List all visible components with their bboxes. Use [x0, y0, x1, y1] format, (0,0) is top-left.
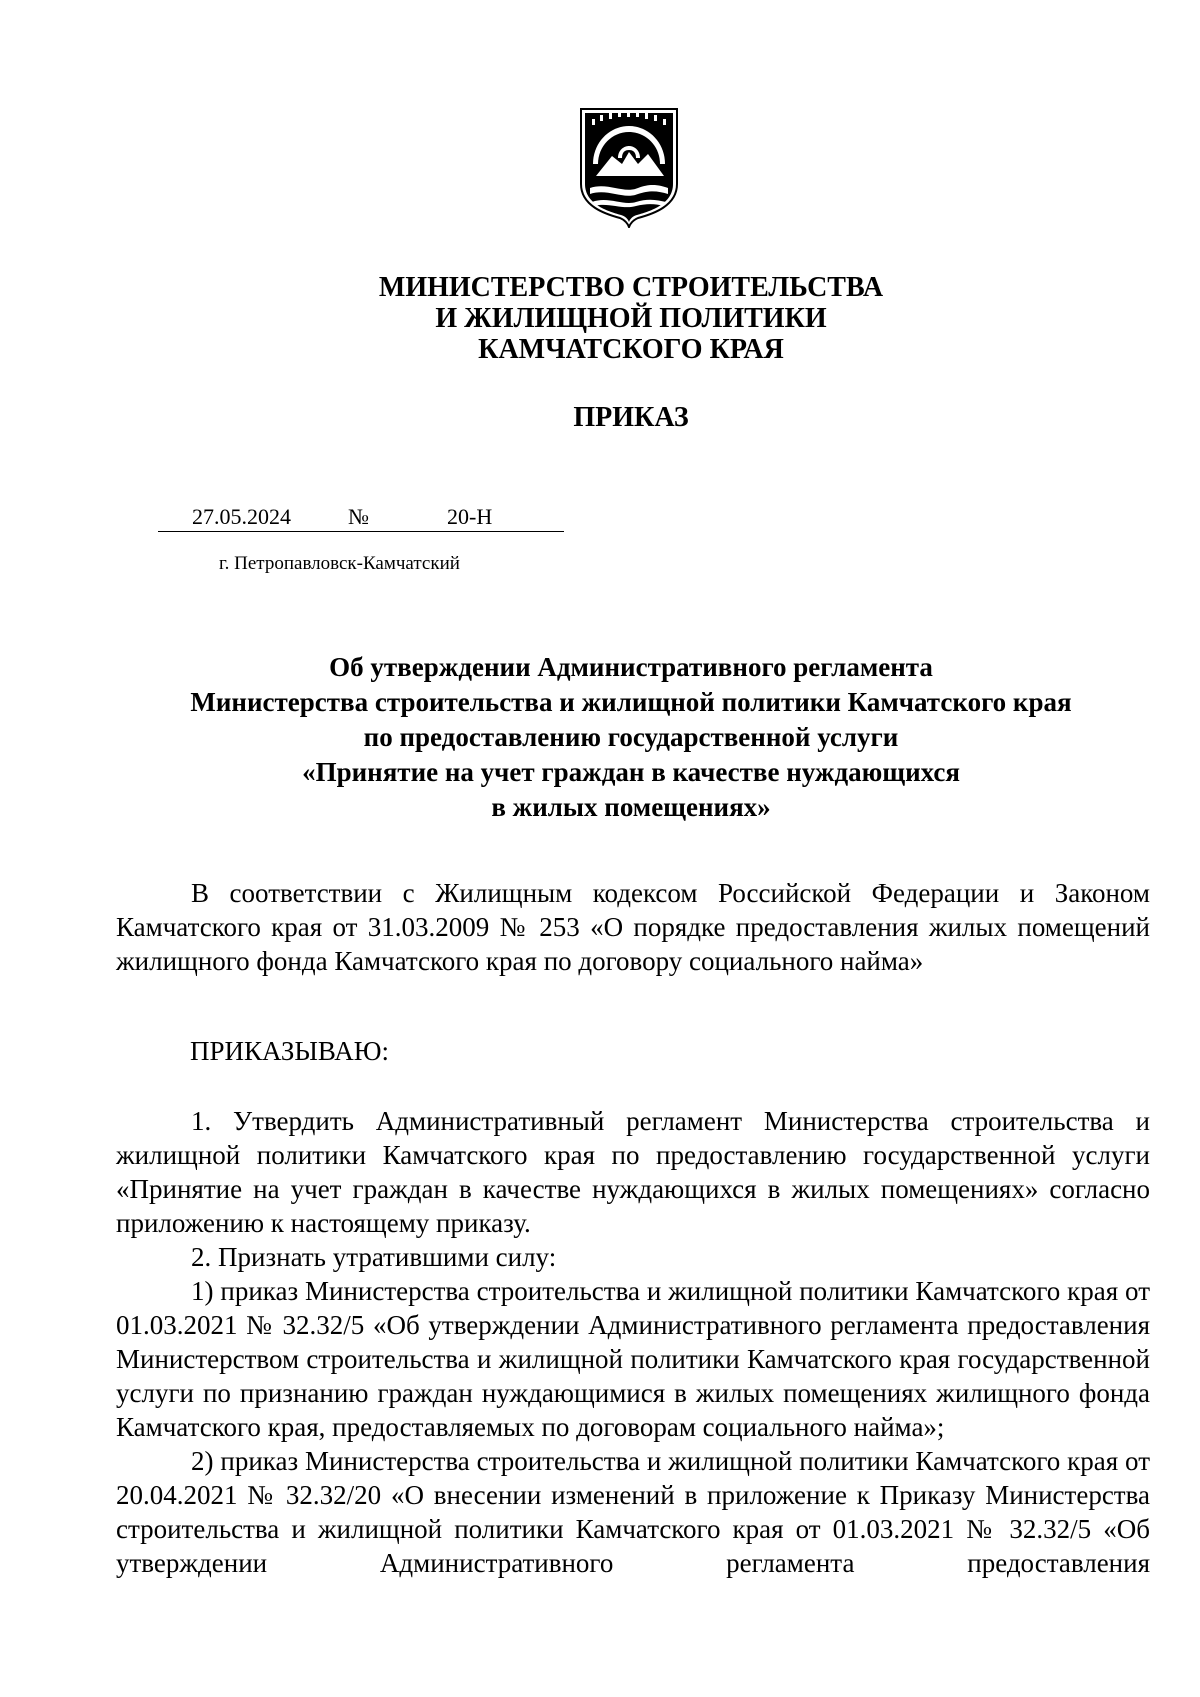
- order-word: ПРИКАЗЫВАЮ:: [190, 1036, 389, 1066]
- document-date: 27.05.2024: [192, 504, 291, 529]
- subject-line-4: «Принятие на учет граждан в качестве нуждающихся: [302, 757, 960, 787]
- paragraph-1: 1. Утвердить Административный регламент Министерства строительства и жилищной политики Камчатского края по предоставлению государственной услуги «Принятие на учет граждан в качестве нуждающихся в жилых помещениях» согласно приложению к настоящему приказу.: [116, 1106, 1150, 1238]
- org-line-3: КАМЧАТСКОГО КРАЯ: [478, 334, 784, 365]
- organization-name: [0, 272, 1200, 365]
- document-subject: [0, 650, 1200, 825]
- preamble-paragraph: В соответствии с Жилищным кодексом Российской Федерации и Законом Камчатского края от 31.03.2009 № 253 «О порядке предоставления жилых помещений жилищного фонда Камчатского края по договору социального найма»: [116, 878, 1150, 976]
- subject-line-2: Министерства строительства и жилищной политики Камчатского края: [190, 687, 1072, 717]
- subject-line-5: в жилых помещениях»: [491, 792, 771, 822]
- paragraph-2: 2. Признать утратившими силу:: [191, 1242, 557, 1272]
- paragraph-4: 2) приказ Министерства строительства и жилищной политики Камчатского края от 20.04.2021 № 32.32/20 «О внесении изменений в приложение к Приказу Министерства строительства и жилищной политики Камчатского края от 01.03.2021 № 32.32/5 «Об утверждении Административного регламента предоставления: [116, 1446, 1150, 1578]
- paragraph-3: 1) приказ Министерства строительства и жилищной политики Камчатского края от 01.03.2021 № 32.32/5 «Об утверждении Административного регламента предоставления Министерством строительства и жилищной политики Камчатского края государственной услуги по признанию граждан нуждающимися в жилых помещениях жилищного фонда Камчатского края, предоставляемых по договорам социального найма»;: [116, 1276, 1150, 1442]
- org-line-1: МИНИСТЕРСТВО СТРОИТЕЛЬСТВА: [378, 272, 884, 303]
- org-line-2: И ЖИЛИЩНОЙ ПОЛИТИКИ: [435, 303, 827, 334]
- subject-line-3: по предоставлению государственной услуги: [363, 722, 899, 752]
- coat-of-arms-emblem: [578, 106, 680, 228]
- date-number-underline: [158, 531, 564, 532]
- document-number: 20-Н: [447, 504, 493, 529]
- number-sign: №: [348, 504, 369, 529]
- document-type: ПРИКАЗ: [573, 402, 689, 433]
- order-body: [116, 1104, 1150, 1580]
- document-place: г. Петропавловск-Камчатский: [219, 553, 460, 574]
- subject-line-1: Об утверждении Административного регламента: [329, 652, 933, 682]
